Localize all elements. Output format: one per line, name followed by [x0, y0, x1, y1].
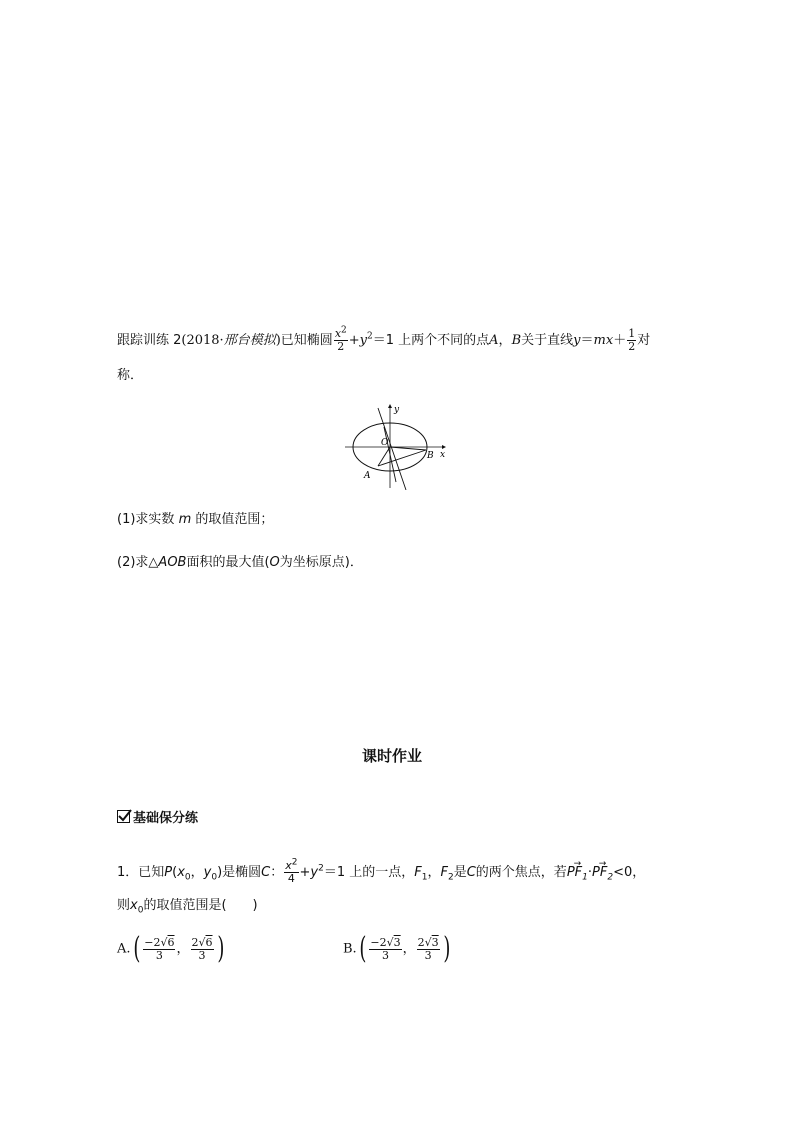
optB-r-den: 3	[424, 948, 432, 962]
q1-lt: <0，	[613, 865, 646, 880]
q1-line2-sub: 0	[137, 905, 144, 916]
optA-right-frac: $\frac{2√6}{3}$	[191, 935, 213, 962]
optB-l-den: 3	[382, 948, 390, 962]
q1-text-b: 的取值范围；	[195, 512, 274, 527]
practice-prefix: 跟踪训练 2	[117, 333, 182, 348]
practice-stem-b: ＝1 上两个不同的点	[372, 333, 490, 348]
line-y: y	[573, 333, 581, 348]
symmetry-line	[378, 408, 406, 490]
optB-sep: ，	[402, 941, 416, 957]
ellipse-fraction	[334, 325, 348, 353]
frac-num-sup: 2	[341, 325, 347, 336]
q1-ellipse-fraction	[284, 857, 298, 885]
line-mx: mx	[593, 333, 614, 348]
q1-comma: ，	[190, 865, 204, 880]
q1-F2: F	[440, 865, 448, 880]
paren-left: (	[132, 931, 140, 966]
optB-r-rad: 3	[431, 935, 439, 949]
practice-problem-stem	[117, 325, 651, 353]
half-num: 1	[628, 327, 636, 340]
vec1-text: PF	[566, 865, 583, 880]
option-A[interactable]	[117, 931, 226, 966]
practice-source-name: 邢台模拟	[223, 333, 276, 348]
q1-plus-y: +y	[299, 865, 319, 880]
q1-comma2: ，	[427, 865, 441, 880]
optA-l-rad: 6	[167, 935, 175, 949]
practice-source-close: )	[275, 333, 281, 348]
section-basic	[117, 807, 198, 826]
q1-sub0b: 0	[211, 872, 218, 883]
q1-F1sub: 1	[421, 872, 428, 883]
homework-title: 课时作业	[362, 747, 423, 765]
label-B: B	[427, 451, 434, 461]
q1-colon: ：	[270, 865, 284, 880]
checkbox-icon	[117, 810, 130, 823]
half-den: 2	[628, 340, 636, 353]
q1-mid3: 的两个焦点，若	[475, 865, 567, 880]
comma: ，	[498, 333, 512, 348]
paren-left: (	[359, 931, 367, 966]
optB-l-rad: 3	[393, 935, 401, 949]
optA-r-num: 2	[191, 935, 199, 949]
label-x: x	[440, 450, 446, 460]
optA-r-rad: 6	[205, 935, 213, 949]
vector-PF1	[567, 863, 588, 883]
frac-num: x	[334, 327, 342, 340]
q1-mid2: 是	[453, 865, 467, 880]
practice-stem-c: 关于直线	[521, 333, 574, 348]
half-fraction	[627, 328, 636, 353]
q1-frac-den: 4	[287, 872, 295, 885]
q1-C2: C	[466, 865, 476, 880]
q1-C: C	[261, 865, 271, 880]
q2-text-b: 面积的最大值(	[186, 555, 270, 570]
q1-line2-b: 的取值范围是( )	[143, 898, 258, 913]
paren-right: )	[216, 931, 224, 966]
vector-PF2	[592, 863, 613, 883]
frac-den: 2	[337, 340, 345, 353]
optB-left-frac: $\frac{-2√3}{3}$	[370, 935, 401, 962]
ellipse-figure	[340, 400, 450, 490]
question-1	[117, 510, 273, 530]
segment-OA	[378, 447, 390, 466]
homework-q1	[117, 857, 646, 885]
q1-close: )是椭圆	[217, 865, 262, 880]
q1-frac-sup: 2	[291, 857, 298, 868]
practice-source-open: (2018·	[181, 333, 224, 348]
section-label: 基础保分练	[133, 811, 199, 826]
q1-F2sub: 2	[447, 872, 454, 883]
label-O: O	[381, 438, 389, 448]
practice-stem-e: 称．	[117, 368, 144, 383]
question-2	[117, 553, 363, 573]
plus: ＋	[613, 333, 627, 348]
q1-line2-x: x	[130, 898, 138, 913]
vec2-text: PF	[592, 865, 608, 880]
practice-stem-a: 已知椭圆	[280, 333, 333, 348]
optB-l-num: −2	[370, 935, 387, 949]
point-B: B	[511, 333, 522, 348]
segment-AB	[378, 450, 426, 466]
y-sup: 2	[367, 331, 373, 342]
optB-r-num: 2	[417, 935, 425, 949]
vec1-sub: 1	[582, 872, 588, 883]
q2-origin: O	[269, 555, 280, 570]
q1-line2-a: 则	[117, 898, 131, 913]
optB-right-frac: $\frac{2√3}{3}$	[417, 935, 439, 962]
q1-var-m: m	[178, 512, 192, 527]
plus-y: +y	[348, 333, 368, 348]
dot-product: ·	[587, 865, 593, 880]
label-y: y	[394, 405, 400, 415]
q1-F1: F	[414, 865, 422, 880]
practice-stem-d: 对	[637, 333, 651, 348]
q1-sub0: 0	[184, 872, 191, 883]
optA-l-num: −2	[144, 935, 161, 949]
optA-r-den: 3	[198, 948, 206, 962]
vec2-sub: 2	[607, 872, 614, 883]
q1-frac-num: x	[285, 859, 292, 872]
q1-text-a: (1)求实数	[117, 512, 175, 527]
q1-number: 1．已知	[117, 865, 165, 880]
q2-triangle: AOB	[158, 555, 187, 570]
point-A: A	[489, 333, 499, 348]
y-axis-arrow	[388, 404, 392, 408]
q1-y: y	[203, 865, 212, 880]
q1-P: P	[164, 865, 173, 880]
q1-ysup: 2	[318, 863, 324, 874]
option-B[interactable]	[343, 931, 452, 966]
homework-q1-line2	[117, 896, 258, 916]
q1-x: x	[177, 865, 185, 880]
segment-OB	[390, 447, 426, 450]
q1-open: (	[172, 865, 178, 880]
label-A: A	[364, 471, 371, 481]
optA-l-den: 3	[155, 948, 163, 962]
optA-left-frac: $\frac{-2√6}{3}$	[144, 935, 175, 962]
option-B-label: B.	[343, 941, 357, 957]
equals: ＝	[580, 333, 594, 348]
paren-right: )	[443, 931, 451, 966]
q2-text-c: 为坐标原点)．	[279, 555, 363, 570]
optA-sep: ，	[176, 941, 190, 957]
x-axis-arrow	[442, 445, 446, 449]
q1-mid: ＝1 上的一点，	[323, 865, 415, 880]
q2-text-a: (2)求△	[117, 555, 159, 570]
option-A-label: A.	[117, 941, 131, 957]
